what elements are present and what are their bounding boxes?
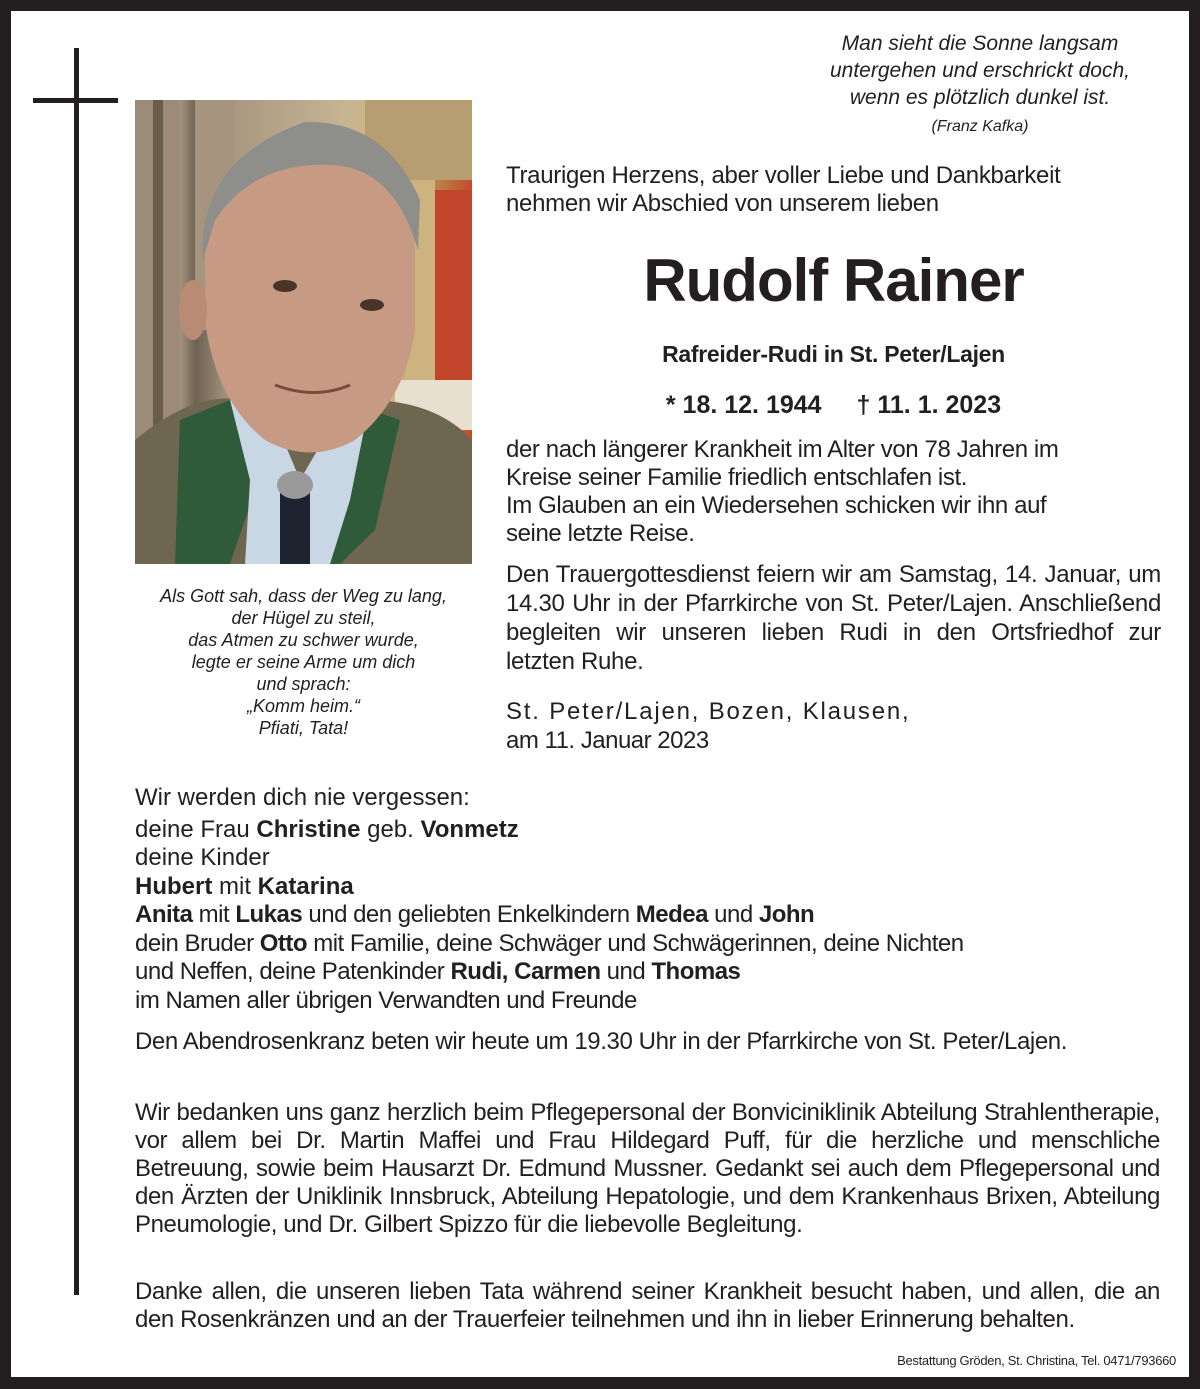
text: deine Frau (135, 815, 257, 843)
death-date: † 11. 1. 2023 (856, 391, 1002, 419)
text: geb. (360, 815, 421, 843)
quote-line: wenn es plötzlich dunkel ist. (849, 86, 1111, 109)
godchildren-names: Rudi, Carmen (450, 958, 601, 985)
mourner-godchildren (135, 958, 1165, 987)
cross-icon-horizontal (33, 98, 118, 103)
cross-icon-vertical (74, 48, 79, 1295)
poem-line: das Atmen zu schwer wurde, (188, 630, 419, 650)
children-label: deine Kinder (135, 844, 270, 871)
partner-name: Lukas (235, 901, 303, 928)
text: und Neffen, deine Patenkinder (135, 958, 451, 985)
paragraph-line: seine letzte Reise. (506, 520, 695, 547)
partner-name: Katarina (257, 872, 354, 900)
paragraph-line: Im Glauben an ein Wiedersehen schicken wir ihn auf (506, 492, 1047, 519)
portrait-image (135, 100, 472, 564)
paragraph-line: Kreise seiner Familie friedlich entschlafen ist. (506, 464, 967, 491)
kafka-quote (780, 30, 1180, 111)
text: mit (212, 872, 258, 900)
poem-line: legte er seine Arme um dich (191, 652, 416, 672)
intro-line: nehmen wir Abschied von unserem lieben (506, 190, 939, 217)
quote-line: untergehen und erschrickt doch, (829, 59, 1131, 82)
wife-name: Christine (256, 815, 361, 843)
deceased-name: Rudolf Rainer (643, 247, 1024, 314)
notice-date: am 11. Januar 2023 (506, 727, 709, 754)
place-and-date (506, 697, 1161, 755)
text: und den geliebten Enkelkindern (302, 901, 636, 928)
life-dates (506, 389, 1161, 421)
poem-line: Pfiati, Tata! (258, 718, 349, 738)
gratitude-paragraph: Danke allen, die unseren lieben Tata während seiner Krankheit besucht haben, und allen, die an den Rosenkränzen und an der Trauerfeier teilnehmen und ihn in lieber Erinnerung behalten. (135, 1278, 1160, 1333)
quote-line: Man sieht die Sonne langsam (841, 32, 1119, 55)
poem-line: und sprach: (256, 674, 351, 694)
birth-date: * 18. 12. 1944 (665, 391, 822, 419)
grandchild-name: John (758, 901, 815, 928)
grandchild-name: Medea (635, 901, 708, 928)
mourner-brother (135, 930, 1165, 959)
intro-text (506, 162, 1166, 218)
mourner-others: im Namen aller übrigen Verwandten und Freunde (135, 986, 637, 1014)
places: St. Peter/Lajen, Bozen, Klausen, (506, 698, 911, 725)
mourners-list (135, 784, 1165, 1015)
passing-paragraph (506, 436, 1161, 548)
child-name: Hubert (135, 872, 213, 900)
child-name: Anita (135, 901, 193, 928)
intro-line: Traurigen Herzens, aber voller Liebe und Dankbarkeit (506, 162, 1061, 189)
quote-author: (Franz Kafka) (931, 118, 1029, 135)
maiden-name: Vonmetz (420, 815, 519, 843)
mourners-heading: Wir werden dich nie vergessen: (135, 784, 470, 811)
deceased-nickname: Rafreider-Rudi in St. Peter/Lajen (662, 341, 1005, 367)
undertaker-credit: Bestattung Gröden, St. Christina, Tel. 0471/793660 (897, 1353, 1176, 1368)
poem-line: der Hügel zu steil, (231, 608, 376, 628)
godchild-name: Thomas (651, 958, 741, 985)
text: und (708, 901, 759, 928)
mourner-child (135, 873, 1165, 902)
portrait-photo (135, 100, 472, 564)
poem-line: Als Gott sah, dass der Weg zu lang, (160, 586, 447, 606)
mourner-child (135, 901, 1165, 930)
poem-line: „Komm heim.“ (246, 696, 360, 716)
thanks-paragraph: Wir bedanken uns ganz herzlich beim Pflegepersonal der Bonviciniklinik Abteilung Strahlentherapie, vor allem bei Dr. Martin Maffei und Frau Hildegard Puff, für die herzliche und menschliche Betreuung, sowie beim Hausarzt Dr. Edmund Mussner. Gedankt sei auch dem Pflegepersonal und den Ärzten der Uniklinik Innsbruck, Abteilung Hepatologie, und dem Krankenhaus Brixen, Abteilung Pneumologie, und Dr. Gilbert Spizzo für die liebevolle Begleitung. (135, 1099, 1160, 1238)
farewell-poem (135, 585, 472, 739)
funeral-service-paragraph: Den Trauergottesdienst feiern wir am Samstag, 14. Januar, um 14.30 Uhr in der Pfarrkirche von St. Peter/Lajen. Anschließend begleiten wir unseren lieben Rudi in den Ortsfriedhof zur letzten Ruhe. (506, 561, 1161, 675)
text: mit (192, 901, 236, 928)
mourner-wife (135, 816, 1165, 845)
paragraph-line: der nach längerer Krankheit im Alter von 78 Jahren im (506, 436, 1059, 463)
text: mit Familie, deine Schwäger und Schwägerinnen, deine Nichten (307, 929, 964, 957)
brother-name: Otto (259, 929, 308, 957)
text: und (600, 958, 652, 985)
rosary-paragraph: Den Abendrosenkranz beten wir heute um 19.30 Uhr in der Pfarrkirche von St. Peter/Lajen. (135, 1028, 1068, 1055)
text: dein Bruder (135, 929, 260, 957)
